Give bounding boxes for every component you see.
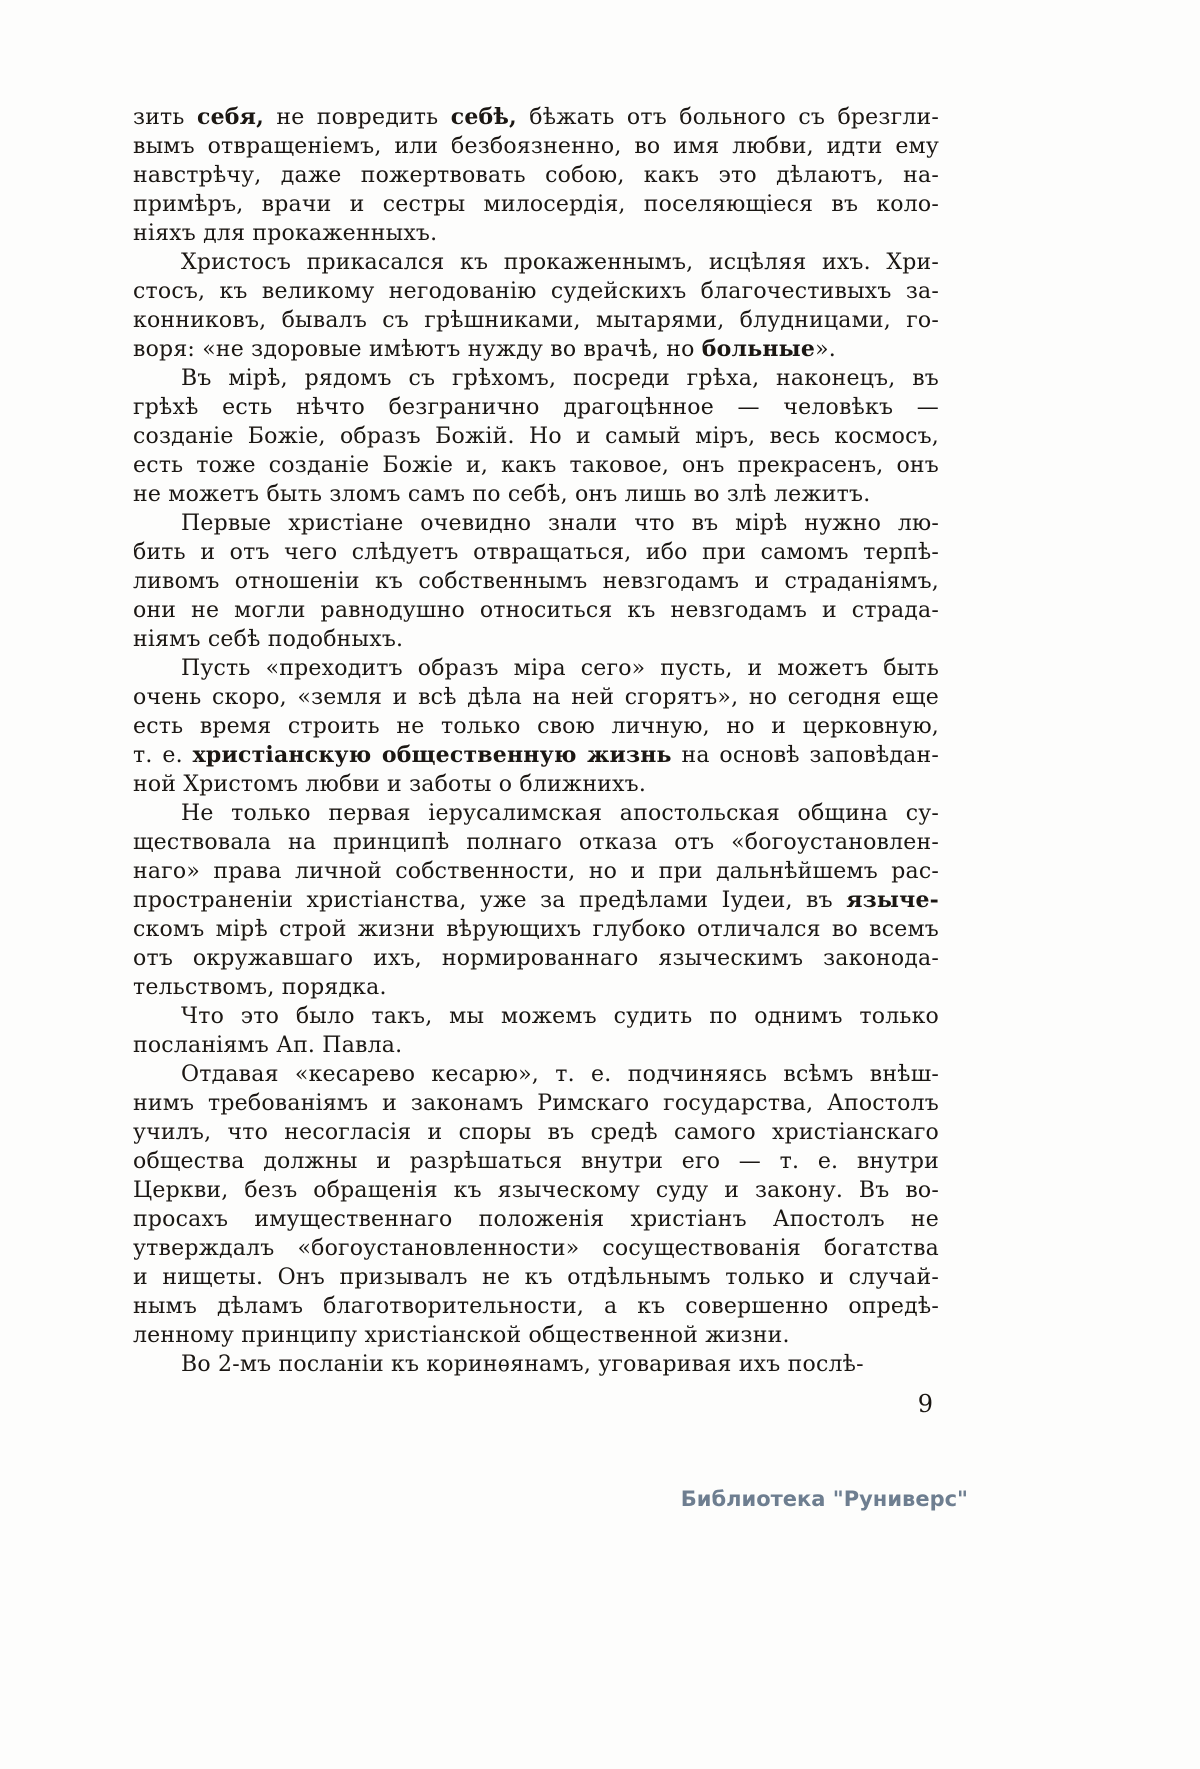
text-line [133,654,939,683]
text-line [133,248,939,277]
text-line [133,799,939,828]
text-segment: Что это было такъ, мы можемъ судить по однимъ только [181,1004,939,1029]
text-segment: есть тоже созданіе Божіе и, какъ таковое, онъ прекрасенъ, онъ [133,453,939,478]
paragraph [133,509,939,654]
text-segment: ніяхъ для прокаженныхъ. [133,221,438,246]
text-line [133,1176,939,1205]
text-line [133,886,939,915]
text-segment: нимъ требованіямъ и законамъ Римскаго государства, Апостолъ [133,1091,939,1116]
text-segment: ществовала на принципѣ полнаго отказа отъ «богоустановлен- [133,830,939,855]
text-segment: примѣръ, врачи и сестры милосердія, поселяющіеся въ коло- [133,192,939,217]
text-line [133,1292,939,1321]
paragraph [133,799,939,1002]
emphasized-text: христіанскую общественную жизнь [192,742,672,768]
text-segment: бѣжать отъ больного съ брезгли- [516,105,939,130]
text-segment: ». [815,337,836,362]
text-line [133,364,939,393]
text-segment: грѣхѣ есть нѣчто безгранично драгоцѣнное — человѣкъ — [133,395,939,420]
text-line [133,422,939,451]
text-segment: созданіе Божіе, образъ Божій. Но и самый міръ, весь космосъ, [133,424,939,449]
text-line [133,1060,939,1089]
text-line [133,103,939,132]
text-segment: ніямъ себѣ подобныхъ. [133,627,404,652]
text-segment: Церкви, безъ обращенія къ языческому суду и закону. Въ во- [133,1178,939,1203]
emphasized-text: себя, [196,104,264,130]
text-line [133,538,939,567]
text-line [133,132,939,161]
text-segment: на основѣ заповѣдан- [671,743,939,768]
text-segment: они не могли равнодушно относиться къ невзгодамъ и страда- [133,598,939,623]
text-segment: отъ окружавшаго ихъ, нормированнаго языческимъ законода- [133,946,939,971]
text-segment: тельствомъ, порядка. [133,975,387,1000]
text-line [133,770,939,799]
text-segment: общества должны и разрѣшаться внутри его — т. е. внутри [133,1149,939,1174]
text-segment: очень скоро, «земля и всѣ дѣла на ней сгорятъ», но сегодня еще [133,685,939,710]
text-segment: Отдавая «кесарево кесарю», т. е. подчиняясь всѣмъ внѣш- [181,1062,939,1087]
text-line [133,567,939,596]
text-line [133,712,939,741]
text-line [133,944,939,973]
text-line [133,1321,939,1350]
text-segment: и нищеты. Онъ призывалъ не къ отдѣльнымъ только и случай- [133,1265,939,1290]
text-segment: ливомъ отношеніи къ собственнымъ невзгодамъ и страданіямъ, [133,569,939,594]
text-line [133,1118,939,1147]
text-segment: нымъ дѣламъ благотворительности, а къ совершенно опредѣ- [133,1294,939,1319]
watermark: Библиотека "Руниверс" [680,1487,968,1511]
text-line [133,1002,939,1031]
text-line [133,625,939,654]
text-segment: ной Христомъ любви и заботы о ближнихъ. [133,772,647,797]
text-segment: есть время строить не только свою личную, но и церковную, [133,714,939,739]
text-segment: навстрѣчу, даже пожертвовать собою, какъ это дѣлаютъ, на- [133,163,939,188]
text-line [133,828,939,857]
emphasized-text: языче- [846,887,939,913]
text-line [133,335,939,364]
text-line [133,393,939,422]
text-line [133,596,939,625]
text-block [133,103,939,1379]
text-segment: конниковъ, бывалъ съ грѣшниками, мытарями, блудницами, го- [133,308,939,333]
text-segment: наго» права личной собственности, но и при дальнѣйшемъ рас- [133,859,939,884]
text-line [133,1205,939,1234]
text-segment: утверждалъ «богоустановленности» сосуществованія богатства [133,1236,939,1261]
text-line [133,973,939,1002]
text-segment: Во 2-мъ посланіи къ коринѳянамъ, уговаривая ихъ послѣ- [181,1352,864,1377]
page-number: 9 [917,1390,933,1418]
text-line [133,1263,939,1292]
paragraph [133,248,939,364]
text-segment: стосъ, къ великому негодованію судейскихъ благочестивыхъ за- [133,279,939,304]
text-line [133,1031,939,1060]
text-line [133,161,939,190]
text-segment: Не только первая іерусалимская апостольская община су- [181,801,939,826]
paragraph [133,1002,939,1060]
text-line [133,1089,939,1118]
text-line [133,1234,939,1263]
text-segment: не повредить [263,105,451,130]
paragraph [133,1350,939,1379]
text-line [133,190,939,219]
text-segment: посланіямъ Ап. Павла. [133,1033,403,1058]
text-segment: училъ, что несогласія и споры въ средѣ самого христіанскаго [133,1120,939,1145]
text-line [133,1147,939,1176]
text-segment: Христосъ прикасался къ прокаженнымъ, исцѣляя ихъ. Хри- [181,250,939,275]
text-line [133,683,939,712]
text-line [133,915,939,944]
paragraph [133,654,939,799]
text-line [133,509,939,538]
text-segment: скомъ мірѣ строй жизни вѣрующихъ глубоко отличался во всемъ [133,917,939,942]
paragraph [133,364,939,509]
text-segment: т. е. [133,743,193,768]
text-segment: вымъ отвращеніемъ, или безбоязненно, во имя любви, идти ему [133,134,939,159]
text-segment: пространеніи христіанства, уже за предѣлами Іудеи, въ [133,888,847,913]
paragraph [133,103,939,248]
text-line [133,219,939,248]
text-segment: Пусть «преходитъ образъ міра сего» пусть, и можетъ быть [181,656,939,681]
text-segment: просахъ имущественнаго положенія христіанъ Апостолъ не [133,1207,939,1232]
emphasized-text: больные [701,336,816,362]
text-segment: воря: «не здоровые имѣютъ нужду во врачѣ, но [133,337,702,362]
text-segment: Въ мірѣ, рядомъ съ грѣхомъ, посреди грѣха, наконецъ, въ [181,366,939,391]
text-line [133,857,939,886]
text-line [133,1350,939,1379]
text-line [133,306,939,335]
text-segment: Первые христіане очевидно знали что въ мірѣ нужно лю- [181,511,939,536]
text-line [133,741,939,770]
paragraph [133,1060,939,1350]
text-segment: бить и отъ чего слѣдуетъ отвращаться, ибо при самомъ терпѣ- [133,540,939,565]
text-segment: зить [133,105,197,130]
text-segment: ленному принципу христіанской общественной жизни. [133,1323,790,1348]
text-segment: не можетъ быть зломъ самъ по себѣ, онъ лишь во злѣ лежитъ. [133,482,871,507]
text-line [133,451,939,480]
emphasized-text: себѣ, [450,104,517,130]
text-line [133,480,939,509]
text-line [133,277,939,306]
